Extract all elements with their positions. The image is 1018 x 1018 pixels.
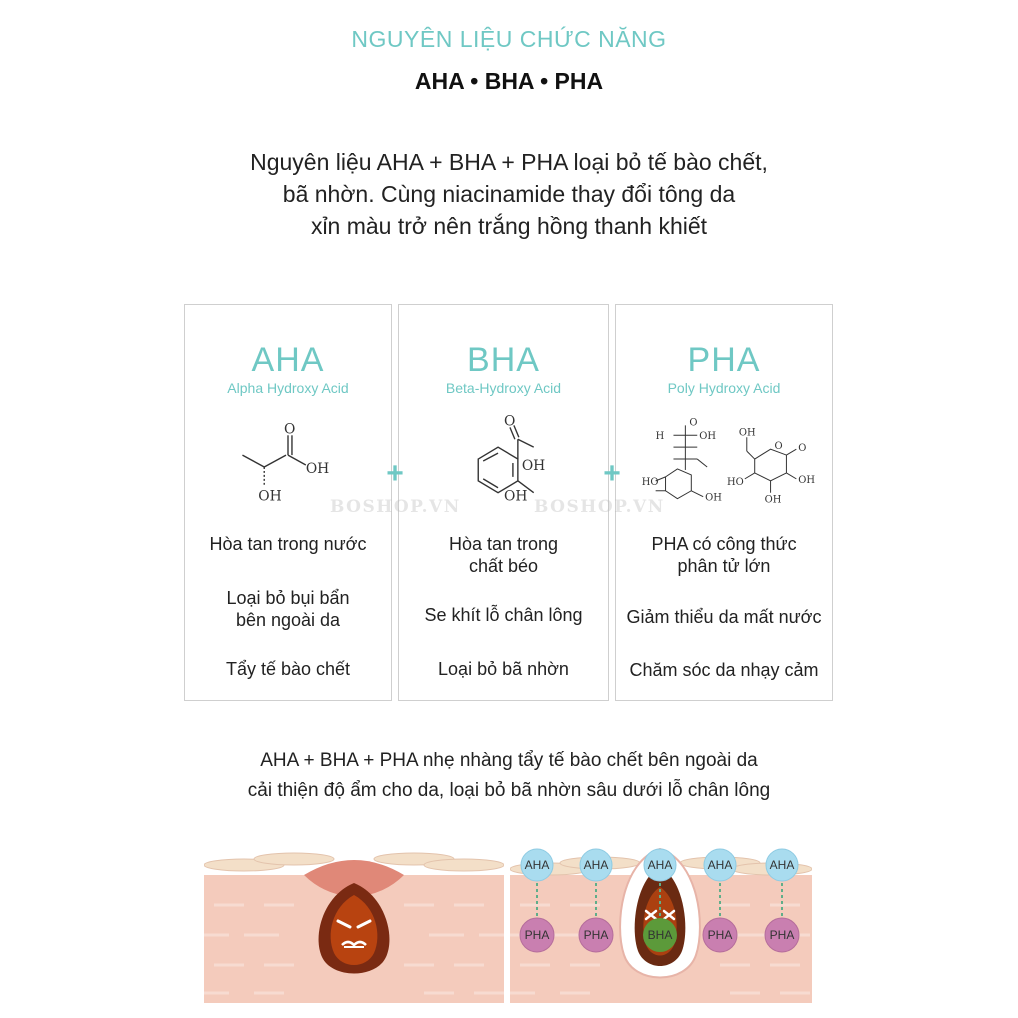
section-eyebrow: NGUYÊN LIỆU CHỨC NĂNG	[351, 26, 667, 52]
aha-bubble-label: AHA	[647, 858, 673, 872]
intro-text	[0, 146, 1018, 242]
mol-atom-label: OH	[305, 460, 330, 477]
summary-text	[0, 746, 1018, 806]
section-headline: AHA • BHA • PHA	[414, 68, 604, 94]
pha-bubble-label: PHA	[707, 928, 733, 942]
feature-text: Loại bỏ bụi bẩn	[226, 588, 350, 608]
plus-icon: +	[603, 457, 621, 490]
mol-atom-label: OH	[705, 492, 722, 504]
feature-text: phân tử lớn	[677, 556, 771, 576]
feature-text: Se khít lỗ chân lông	[424, 605, 583, 625]
bha-bubble-label: BHA	[647, 928, 673, 942]
intro-line: Nguyên liệu AHA + BHA + PHA loại bỏ tế bào chết,	[250, 149, 768, 175]
card-title: BHA	[467, 341, 540, 379]
aha-bubble-label: AHA	[524, 858, 550, 872]
mol-atom-label: HO	[726, 476, 744, 488]
card-subtitle: Beta-Hydroxy Acid	[445, 380, 562, 396]
feature-text: PHA có công thức	[651, 534, 797, 554]
card-subtitle: Alpha Hydroxy Acid	[227, 380, 349, 396]
feature-text: Chăm sóc da nhạy cảm	[629, 660, 819, 680]
aha-bubble-label: AHA	[707, 858, 733, 872]
watermark: BOSHOP.VN	[330, 497, 461, 517]
plus-icon: +	[386, 457, 404, 490]
mol-atom-label: OH	[258, 488, 282, 505]
mol-atom-label: OH	[521, 457, 546, 474]
feature-text: Loại bỏ bã nhờn	[438, 659, 569, 679]
feature-text: chất béo	[468, 556, 539, 576]
card-subtitle: Poly Hydroxy Acid	[667, 380, 781, 396]
intro-line: bã nhờn. Cùng niacinamide thay đổi tông da	[282, 181, 736, 207]
feature-text: Tẩy tế bào chết	[225, 659, 351, 679]
summary-line: cải thiện độ ẩm cho da, loại bỏ bã nhờn sâu dưới lỗ chân lông	[247, 780, 771, 801]
summary-line: AHA + BHA + PHA nhẹ nhàng tẩy tế bào chết bên ngoài da	[260, 750, 758, 771]
mol-atom-label: H	[655, 431, 665, 443]
clogged-pore-illustration	[204, 835, 504, 1005]
aha-bubble-label: AHA	[769, 858, 795, 872]
mol-atom-label: O	[503, 415, 516, 430]
feature-text: Hòa tan trong	[448, 534, 559, 554]
mol-atom-label: O	[284, 421, 296, 438]
mol-atom-label: OH	[738, 427, 756, 439]
feature-text: Giảm thiểu da mất nước	[626, 607, 822, 627]
card-title: PHA	[687, 341, 761, 379]
mol-atom-label: HO	[641, 476, 659, 488]
mol-atom-label: OH	[764, 494, 782, 506]
mol-atom-label: OH	[798, 474, 816, 486]
feature-text: bên ngoài da	[235, 610, 341, 630]
treated-pore-illustration	[510, 835, 812, 1005]
mol-atom-label: O	[689, 417, 698, 429]
feature-text: Hòa tan trong nước	[209, 534, 367, 554]
watermark: BOSHOP.VN	[534, 497, 665, 517]
pha-bubble-label: PHA	[769, 928, 795, 942]
pha-bubble-label: PHA	[583, 928, 609, 942]
intro-line: xỉn màu trở nên trắng hồng thanh khiết	[310, 213, 708, 239]
mol-atom-label: OH	[503, 488, 528, 505]
pha-bubble-label: PHA	[524, 928, 550, 942]
mol-atom-label: O	[798, 443, 807, 455]
aha-bubble-label: AHA	[583, 858, 609, 872]
card-title: AHA	[251, 341, 325, 379]
mol-atom-label: O	[774, 441, 783, 453]
mol-atom-label: OH	[699, 431, 716, 443]
